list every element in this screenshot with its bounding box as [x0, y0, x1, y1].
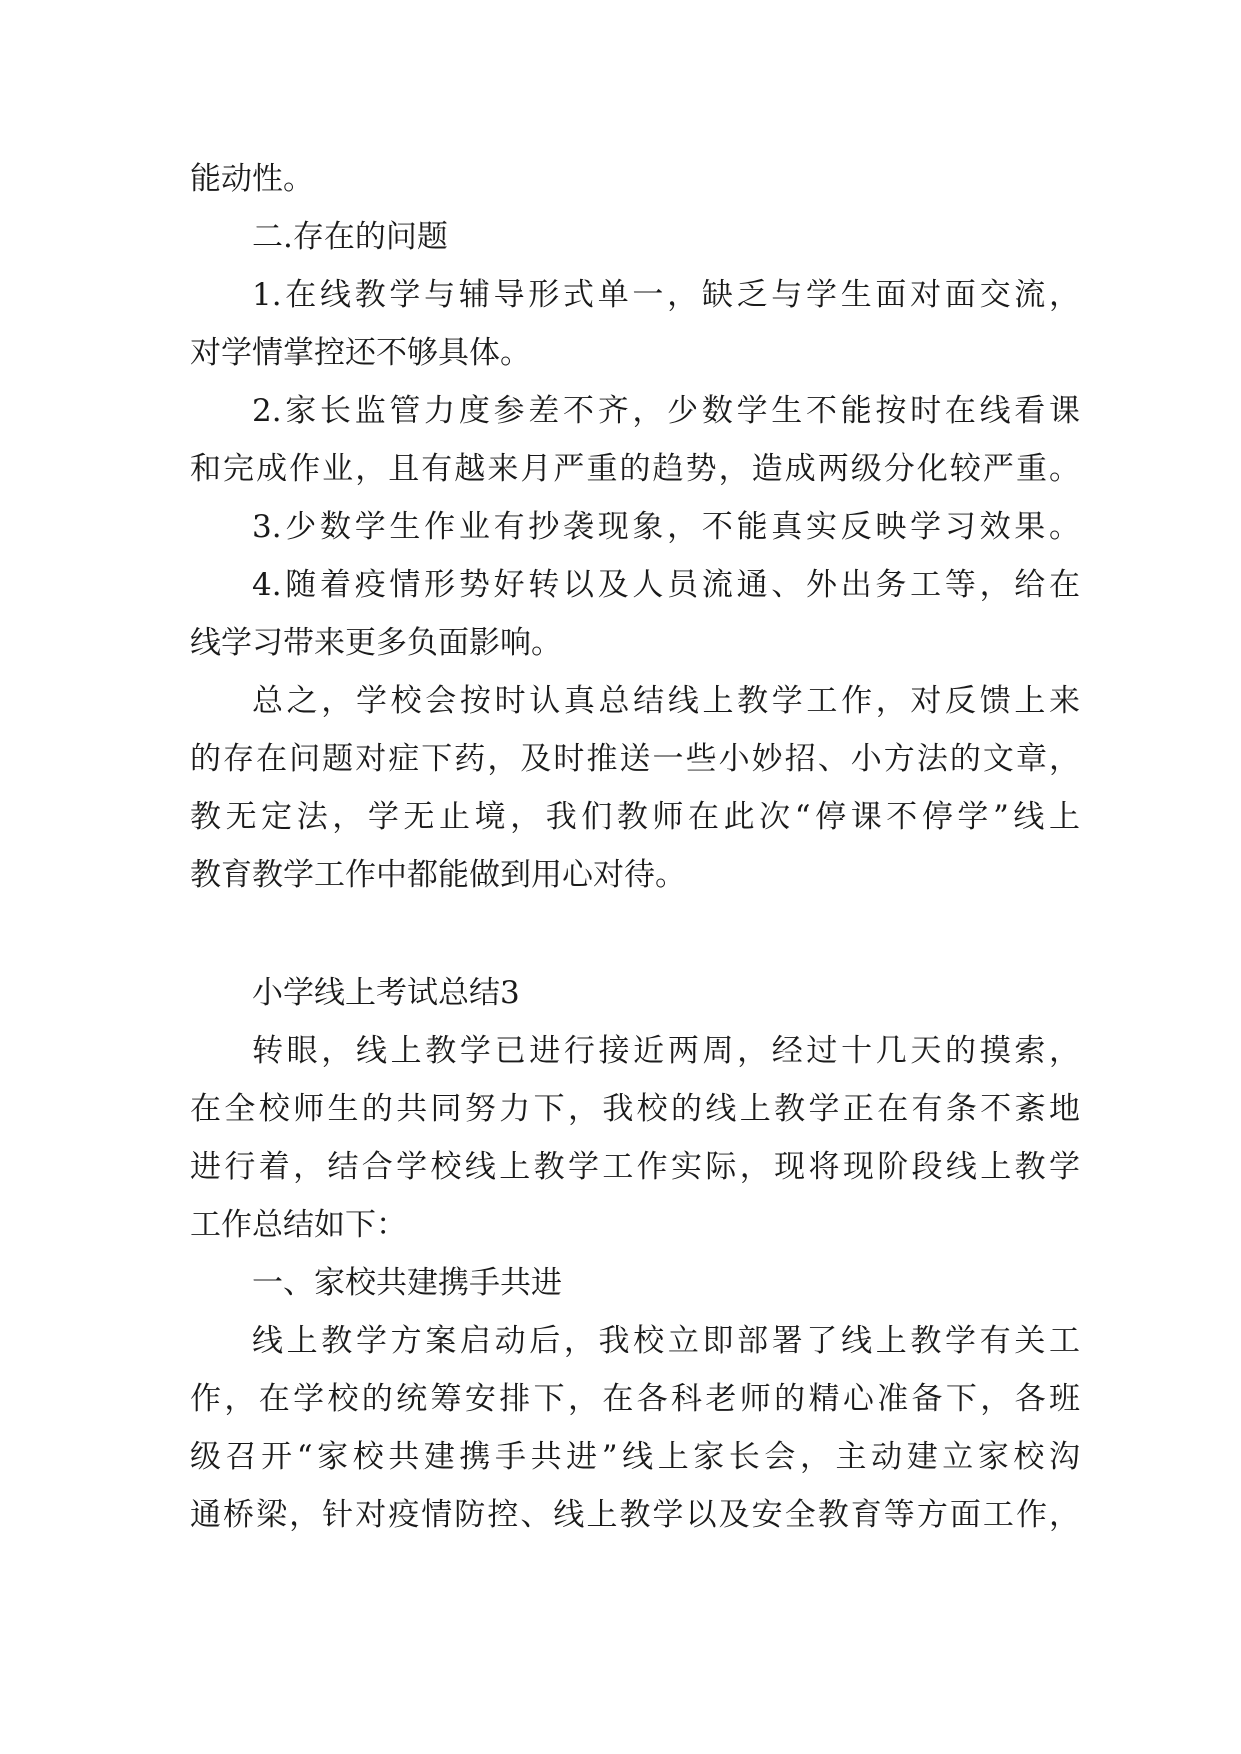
text-line: 线上教学方案启动后，我校立即部署了线上教学有关工 [252, 1323, 1080, 1359]
text-line: 级召开“家校共建携手共进”线上家长会，主动建立家校沟 [190, 1439, 1080, 1475]
section-heading: 二.存在的问题 [252, 219, 448, 255]
text-line: 1.在线教学与辅导形式单一，缺乏与学生面对面交流， [252, 277, 1080, 313]
text-line: 教无定法，学无止境，我们教师在此次“停课不停学”线上 [190, 799, 1080, 835]
text-line: 工作总结如下： [190, 1207, 407, 1243]
text-line: 在全校师生的共同努力下，我校的线上教学正在有条不紊地 [190, 1091, 1080, 1127]
text-line: 教育教学工作中都能做到用心对待。 [190, 857, 686, 893]
text-line: 转眼，线上教学已进行接近两周，经过十几天的摸索， [252, 1033, 1080, 1069]
text-line: 总之，学校会按时认真总结线上教学工作，对反馈上来 [252, 683, 1080, 719]
text-line: 对学情掌控还不够具体。 [190, 335, 531, 371]
section-heading: 一、家校共建携手共进 [252, 1265, 562, 1301]
text-line: 能动性。 [190, 161, 314, 197]
text-line: 进行着，结合学校线上教学工作实际，现将现阶段线上教学 [190, 1149, 1080, 1185]
text-line: 线学习带来更多负面影响。 [190, 625, 562, 661]
text-line: 4.随着疫情形势好转以及人员流通、外出务工等，给在 [252, 567, 1080, 603]
text-line: 通桥梁，针对疫情防控、线上教学以及安全教育等方面工作， [190, 1497, 1080, 1533]
text-line: 作，在学校的统筹安排下，在各科老师的精心准备下，各班 [190, 1381, 1080, 1417]
text-line: 2.家长监管力度参差不齐，少数学生不能按时在线看课 [252, 393, 1080, 429]
text-line: 的存在问题对症下药，及时推送一些小妙招、小方法的文章， [190, 741, 1080, 777]
section-title: 小学线上考试总结3 [252, 975, 520, 1011]
text-line: 和完成作业，且有越来月严重的趋势，造成两级分化较严重。 [190, 451, 1080, 487]
text-line: 3.少数学生作业有抄袭现象，不能真实反映学习效果。 [252, 509, 1080, 545]
